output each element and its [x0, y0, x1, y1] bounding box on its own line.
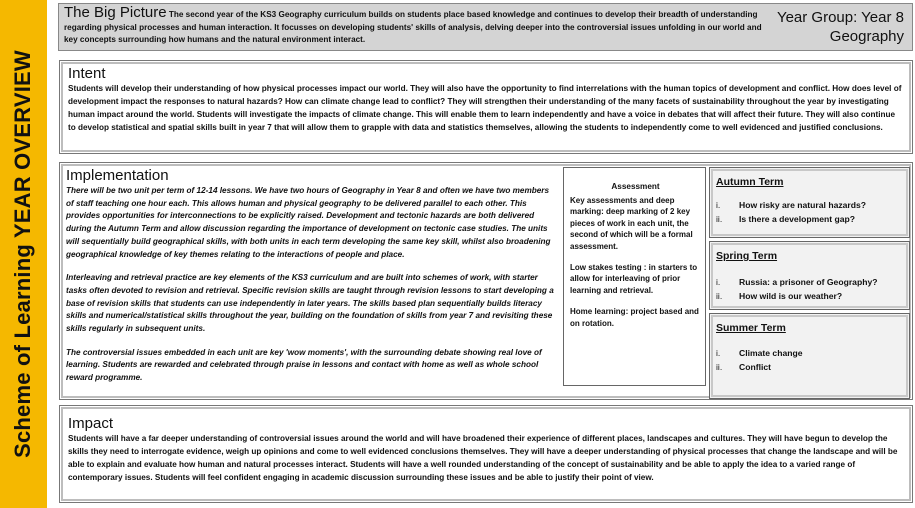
list-text: How risky are natural hazards?	[739, 200, 867, 210]
summer-term-box	[709, 313, 910, 399]
big-picture-text	[64, 4, 774, 47]
list-text: Climate change	[739, 348, 803, 358]
list-item	[716, 347, 803, 361]
list-item	[716, 276, 877, 290]
impact-heading: Impact	[68, 415, 114, 432]
big-picture-title: The Big Picture	[64, 4, 167, 21]
big-picture-panel	[58, 3, 913, 51]
implementation-paragraph: Interleaving and retrieval practice are key elements of the KS3 curriculum and are built into schemes of work, with starter tasks often devoted to revision and retrieval. Specific revision skills are taught through revision lessons to start developing a base of revision skills that students can use independently in later years. The skills based plan sequentially builds literacy skills and numerical/statistical skills throughout the year, building on the foundation of skills from year 7 and revisiting these skills regularly in subsequent units.	[66, 273, 554, 334]
autumn-term-list	[716, 199, 866, 226]
intent-emphasis-2: sustainability	[692, 96, 745, 106]
list-text: Is there a development gap?	[739, 213, 856, 224]
list-text: Russia: a prisoner of Geography?	[739, 277, 878, 287]
assessment-item: Key assessments and deep marking: deep marking of 2 key pieces of work in each unit, the second of which will be a formal assessment.	[570, 196, 693, 251]
list-number: ii.	[716, 361, 723, 372]
year-group-label: Year Group: Year 8 Geography	[776, 9, 904, 45]
assessment-title: Assessment	[611, 182, 660, 191]
intent-text-part-2: . They will also have the opportunity to find interrelations with the human topics of development and conflict. How does level of development impact the responses to natural hazards? How can climate change lead to conflict? They will strengthen their understanding of the many facets of	[68, 84, 902, 106]
list-number: i.	[716, 348, 721, 358]
implementation-paragraph: The controversial issues embedded in each unit are key 'wow moments', with the surrounding debate showing real love of learning. Students are rewarded and celebrated through praise in lessons and contact with home as well as whole school reward programme.	[66, 347, 542, 383]
list-item	[716, 199, 866, 213]
intent-panel	[59, 60, 913, 154]
summer-term-list	[716, 347, 803, 374]
list-item	[716, 213, 866, 227]
implementation-heading: Implementation	[66, 167, 169, 184]
big-picture-emphasis: key concepts	[64, 35, 116, 45]
list-number: ii.	[716, 213, 723, 224]
intent-text-part-3: throughout the year by investigating human impact around the world. Students will investigate the impacts of climate change. This will enable them to learn independently and have a voice in debates that will affect their future. They will also continue to develop statistical and spatial skills built in year 7 that will allow them to grapple with data and statistics themselves, allowing the students to independently come to well evidenced and justified conclusions.	[68, 96, 896, 132]
intent-text	[68, 83, 904, 135]
spring-term-list	[716, 276, 877, 303]
list-number: i.	[716, 200, 721, 210]
spring-term-box	[709, 241, 910, 310]
intent-emphasis-1: how physical processes impact our world	[243, 84, 406, 93]
summer-term-title: Summer Term	[716, 322, 786, 334]
impact-text: Students will have a far deeper understanding of controversial issues around the world and will have broadened their experience of different places, landscapes and cultures. They will have begun to develop the skills they need to interrogate evidence, weigh up opinions and come to well evidenced conclusions themselves. They will have a deeper understanding of physical processes that change the landscape and will be able to explain and evaluate how human and natural processes interact. Students will have a well rounded understanding of the concept of sustainability and be able to apply the idea to a varied range of contemporary issues. Students will feel confident engaging in academic discussion surrounding these issues and be able to justify their point of view.	[68, 434, 898, 482]
list-number: ii.	[716, 290, 723, 301]
side-banner	[0, 0, 47, 508]
big-picture-text-part-1: The second year of the KS3 Geography curriculum builds on students place based knowledge and continues to develop their breadth of understanding regarding physical processes and human interaction. It focusses on developing students' skills of analysis, delving deeper into the controversial issues unfolding in our world and	[64, 10, 762, 32]
list-number: i.	[716, 277, 721, 287]
assessment-item: Low stakes testing : in starters to allow for interleaving of prior learning and retrieval.	[570, 263, 698, 295]
assessment-box	[563, 167, 706, 386]
autumn-term-box	[709, 167, 910, 238]
impact-panel	[59, 405, 913, 503]
list-text: Conflict	[739, 361, 771, 372]
list-item	[716, 361, 803, 375]
autumn-term-title: Autumn Term	[716, 176, 784, 188]
implementation-paragraph: There will be two unit per term of 12-14 lessons. We have two hours of Geography in Year 8 and often we have two members of staff teaching one hour each. This allows human and physical geography to be delivered parallel to each other. This provides opportunities for interconnections to be explicitly raised. Development and tectonic hazards are both delivered during the Autumn Term and allow discussion regarding the importance of development on tectonic case studies. The units will sequentially build geographical skills, with both units in each term developing the same key skill, whilst also broadening geographical knowledge of key themes relating to the interactions of people and place.	[66, 186, 551, 259]
spring-term-title: Spring Term	[716, 250, 778, 262]
assessment-item: Home learning: project based and on rotation.	[570, 307, 699, 328]
intent-text-part-1: Students will develop their understanding of	[68, 84, 244, 93]
big-picture-text-part-2: surrounding how humans and the natural environment interact.	[115, 35, 366, 45]
intent-heading: Intent	[68, 65, 106, 82]
side-title: Scheme of Learning YEAR OVERVIEW	[10, 50, 35, 458]
list-text: How wild is our weather?	[739, 290, 843, 301]
list-item	[716, 290, 877, 304]
